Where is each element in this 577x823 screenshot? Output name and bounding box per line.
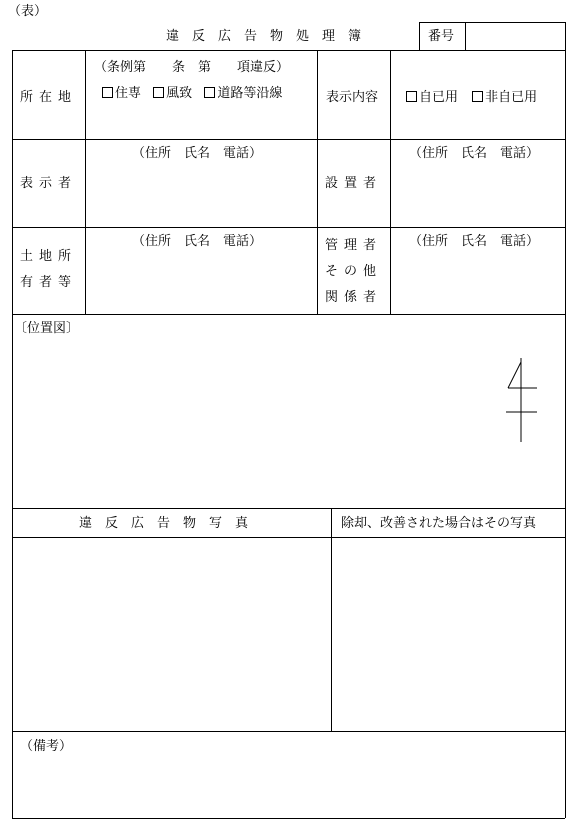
manager-address-hint: （住所 氏名 電話） [409,234,540,249]
number-field[interactable] [470,30,560,46]
displayer-address-hint: （住所 氏名 電話） [132,146,263,161]
checkbox-icon[interactable] [204,87,215,98]
manager-label-line3: 関係者 [325,290,383,305]
register-title: 違 反 広 告 物 処 理 簿 [166,29,362,44]
checkbox-icon[interactable] [406,91,417,102]
regulation-note: （条例第 条 第 項違反） [94,60,290,75]
violation-photo-header: 違 反 広 告 物 写 真 [79,516,249,531]
installer-address-hint: （住所 氏名 電話） [409,146,540,161]
frame-bottom [12,818,565,819]
land-owner-label-line1: 土地所 [20,249,78,264]
remarks-label: （備考） [20,739,73,754]
number-label: 番号 [428,29,455,44]
zone-options [102,87,282,100]
display-content-options [406,91,537,104]
manager-label-line2: その他 [325,264,383,279]
location-map-label: 〔位置図〕 [14,321,80,336]
installer-label: 設置者 [325,176,383,191]
page-label: （表） [8,4,48,19]
option-own-use[interactable]: 自已用 [406,91,458,104]
frame-right [565,50,566,818]
land-owner-label-line2: 有者等 [20,275,78,290]
north-arrow-icon [502,358,542,444]
zone-option-residential[interactable]: 住専 [102,87,141,100]
checkbox-icon[interactable] [153,87,164,98]
option-non-own-use[interactable]: 非自已用 [472,91,537,104]
corrected-photo-header: 除却、改善された場合はその写真 [341,516,537,531]
displayer-label: 表示者 [20,176,78,191]
land-owner-address-hint: （住所 氏名 電話） [132,234,263,249]
manager-label-line1: 管理者 [325,238,383,253]
violation-photo-area[interactable] [13,538,331,731]
location-label: 所在地 [20,90,78,105]
corrected-photo-area[interactable] [332,538,565,731]
zone-option-scenic[interactable]: 風致 [153,87,192,100]
frame-top [12,50,565,51]
checkbox-icon[interactable] [102,87,113,98]
checkbox-icon[interactable] [472,91,483,102]
display-content-label: 表示内容 [326,90,379,105]
remarks-area[interactable] [13,756,565,818]
zone-option-roadside[interactable]: 道路等沿線 [204,87,282,100]
